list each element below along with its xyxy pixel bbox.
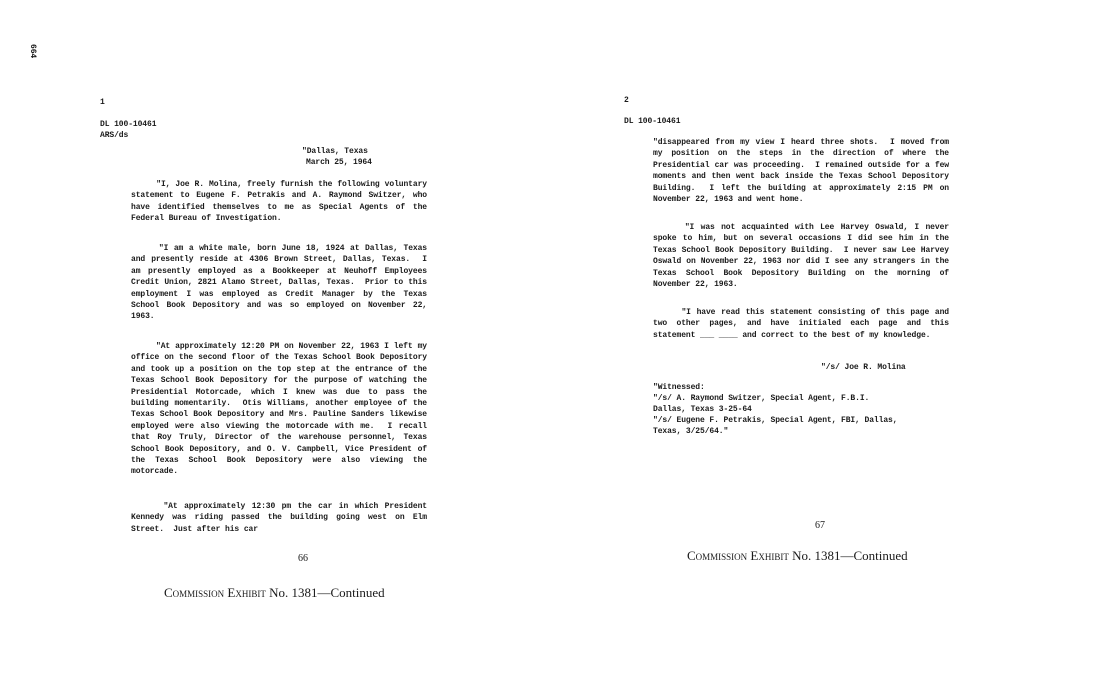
witness-line: Texas, 3/25/64." (653, 427, 729, 436)
statement-paragraph: "I was not acquainted with Lee Harvey Oswald, I never spoke to him, but on several occasions I did see him in the Texas School Book Depository Building. I never saw Lee Harvey Oswald on November 22, 1963 nor did I see any strangers in the Texas School Book Depository Building on the morning of November 22, 1963. (653, 223, 954, 290)
file-number: DL 100-10461 (624, 117, 681, 126)
statement-paragraph: "At approximately 12:30 pm the car in which President Kennedy was riding passed the building going west on Elm Street. Just after his car (131, 502, 432, 534)
caption-prefix: Commission Exhibit (164, 585, 266, 600)
dateline-city: "Dallas, Texas (302, 147, 368, 156)
caption-prefix: Commission Exhibit (687, 548, 789, 563)
exhibit-caption (164, 585, 385, 601)
witness-line: "/s/ A. Raymond Switzer, Special Agent, F.B.I. (653, 394, 870, 403)
right-page (547, 0, 1094, 691)
page-number: 67 (815, 520, 825, 531)
page-number: 66 (298, 553, 308, 564)
statement-paragraph: "At approximately 12:20 PM on November 22, 1963 I left my office on the second floor of the Texas School Book Depository and took up a position on the top step at the entrance of the Texas School Book Depository for the purpose of watching the Presidential Motorcade, which I knew was due to pass the building momentarily. Otis Williams, another employee of the Texas School Book Depository and Mrs. Pauline Sanders likewise employed were also viewing the motorcade with me. I recall that Roy Truly, Director of the warehouse personnel, Texas School Book Depository, and O. V. Campbell, Vice President of the Texas School Book Depository were also viewing the motorcade. (131, 342, 432, 477)
dateline-date: March 25, 1964 (306, 158, 372, 167)
witness-line: "Witnessed: (653, 383, 705, 392)
caption-suffix: No. 1381—Continued (269, 585, 385, 600)
file-number: DL 100-10461 (100, 120, 157, 129)
statement-paragraph: "I, Joe R. Molina, freely furnish the following voluntary statement to Eugene F. Petrakis and A. Raymond Switzer, who have identified themselves to me as Special Agents of the Federal Bureau of Investigation. (131, 180, 432, 224)
statement-paragraph: "I have read this statement consisting of this page and two other pages, and have initialed each page and this statement ___ ____ and correct to the best of my knowledge. (653, 308, 954, 340)
witness-line: Dallas, Texas 3-25-64 (653, 405, 752, 414)
page-index: 2 (624, 96, 629, 105)
statement-paragraph: "disappeared from my view I heard three shots. I moved from my position on the steps in the direction of where the Presidential car was proceeding. I remained outside for a few moments and then went back inside the Texas School Depository Building. I left the building at approximately 2:15 PM on November 22, 1963 and went home. (653, 138, 954, 205)
page-index: 1 (100, 98, 105, 107)
witness-line: "/s/ Eugene F. Petrakis, Special Agent, FBI, Dallas, (653, 416, 898, 425)
exhibit-caption (687, 548, 908, 564)
caption-suffix: No. 1381—Continued (792, 548, 908, 563)
initials: ARS/ds (100, 131, 129, 140)
signature: "/s/ Joe R. Molina (821, 363, 906, 372)
statement-paragraph: "I am a white male, born June 18, 1924 at Dallas, Texas and presently reside at 4306 Brown Street, Dallas, Texas. I am presently employed as a Bookkeeper at Neuhoff Employees Credit Union, 2821 Alamo Street, Dallas, Texas. Prior to this employment I was employed as Credit Manager by the Texas School Book Depository and was so employed on November 22, 1963. (131, 244, 432, 322)
margin-page-number: 664 (28, 44, 37, 59)
